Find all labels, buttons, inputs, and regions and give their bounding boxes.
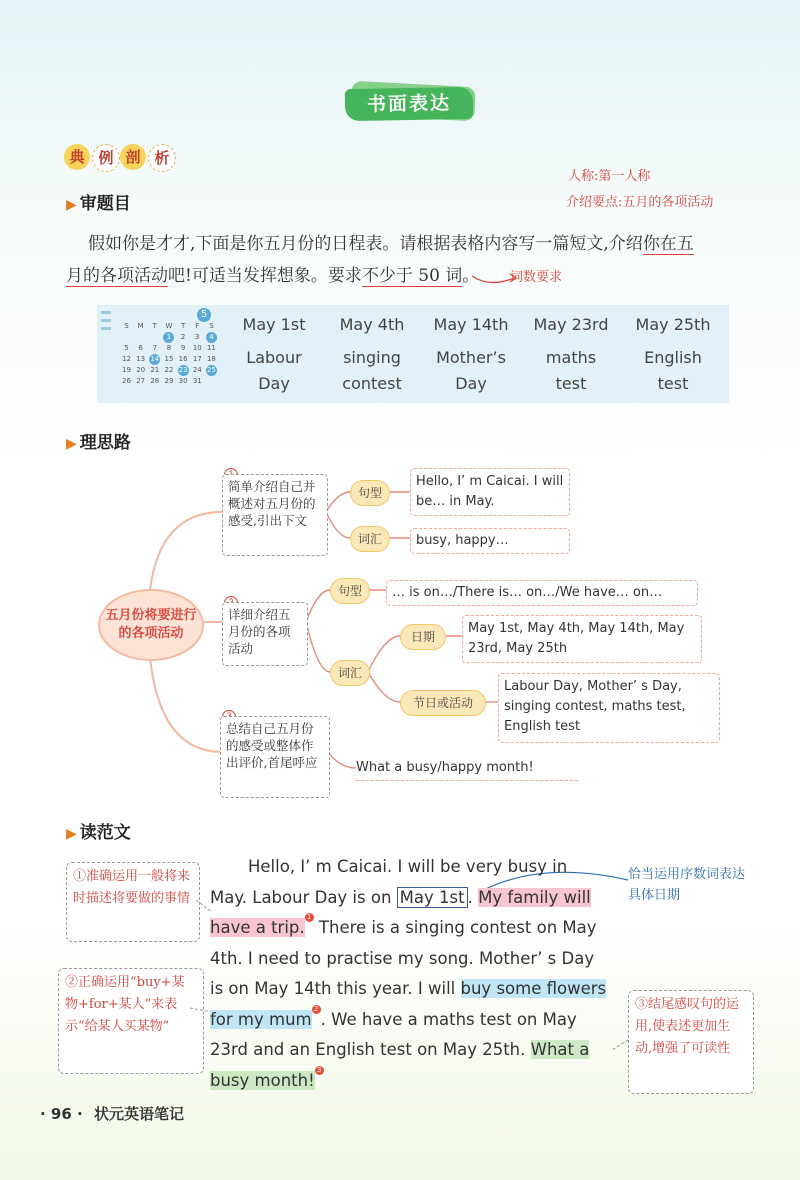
summary-sentence: What a busy/happy month! bbox=[356, 758, 578, 781]
day: 7 bbox=[152, 344, 158, 352]
reading-heading-text: 读范文 bbox=[79, 823, 131, 843]
day-highlighted: 4 bbox=[206, 332, 217, 343]
badge-char-4: 析 bbox=[148, 144, 176, 172]
prompt-text: 假如你是才才,下面是你五月份的日程表。请根据表格内容写一篇短文,介绍 bbox=[88, 234, 643, 254]
day: 27 bbox=[136, 377, 146, 385]
event-line: Labour bbox=[246, 348, 302, 367]
schedule-date: May 1st bbox=[242, 315, 306, 334]
essay-text: 4th. I need to practise my song. Mother’ s Day bbox=[210, 948, 595, 968]
sentence-pattern-1: Hello, I’ m Caicai. I will be… in May. bbox=[410, 468, 570, 516]
day: 18 bbox=[206, 355, 216, 363]
essay-line bbox=[210, 913, 612, 944]
event-line: contest bbox=[342, 374, 402, 393]
review-heading-text: 审题目 bbox=[79, 194, 131, 214]
day: 19 bbox=[122, 366, 131, 374]
event-line: maths bbox=[545, 348, 597, 367]
day: 10 bbox=[192, 344, 202, 352]
day: 8 bbox=[166, 344, 172, 352]
day-highlighted: 25 bbox=[206, 366, 216, 374]
badge-char-3: 剖 bbox=[120, 144, 146, 170]
day: 3 bbox=[195, 333, 200, 341]
day: 16 bbox=[178, 355, 188, 363]
highlight-buy-for: buy some flowers bbox=[460, 979, 607, 998]
essay-line bbox=[210, 974, 612, 1005]
model-essay bbox=[210, 852, 612, 1096]
highlight-exclamation: What a bbox=[530, 1040, 590, 1059]
essay-text: is on May 14th this year. I will bbox=[210, 979, 461, 998]
sentence-pattern-2: … is on…/There is… on…/We have… on… bbox=[386, 580, 698, 606]
day: 5 bbox=[124, 344, 129, 352]
prompt-period: 。 bbox=[462, 266, 480, 286]
marker-1: 1 bbox=[305, 913, 314, 922]
essay-line bbox=[210, 1066, 612, 1097]
day-highlighted: 23 bbox=[178, 366, 188, 374]
pill-date: 日期 bbox=[400, 624, 446, 650]
day: 15 bbox=[164, 355, 174, 363]
highlight-exclamation: busy month! bbox=[210, 1070, 315, 1090]
event-line: Day bbox=[258, 374, 290, 393]
day: 22 bbox=[164, 366, 174, 374]
note-person: 人称:第一人称 bbox=[568, 169, 651, 184]
marker-2: 2 bbox=[312, 1005, 321, 1014]
weekday: S bbox=[124, 322, 129, 330]
arrow-icon: ▶ bbox=[66, 436, 77, 452]
day-highlighted: 14 bbox=[150, 355, 160, 363]
prompt-key-phrase-2: 月的各项活动 bbox=[66, 266, 168, 286]
event-line: singing bbox=[343, 348, 401, 367]
essay-text: 23rd and an English test on May 25th. bbox=[210, 1040, 531, 1059]
highlight-future-tense: have a trip. bbox=[210, 918, 305, 937]
mindmap-center: 五月份将要进行的各项活动 bbox=[98, 589, 204, 661]
day: 20 bbox=[136, 366, 146, 374]
day: 13 bbox=[136, 355, 146, 363]
weekday: T bbox=[180, 322, 186, 330]
essay-line bbox=[210, 1005, 612, 1036]
essay-text: . bbox=[467, 887, 479, 907]
essay-line bbox=[210, 1035, 612, 1066]
day: 9 bbox=[180, 344, 186, 352]
note-2: ②正确运用“buy+某物+for+某人”来表示“给某人买某物” bbox=[58, 968, 204, 1074]
schedule-date: May 14th bbox=[433, 315, 509, 334]
day: 6 bbox=[138, 344, 143, 352]
essay-line bbox=[210, 883, 612, 914]
mindmap-box-3: 总结自己五月份的感受或整体作出评价,首尾呼应 bbox=[220, 716, 330, 798]
day: 24 bbox=[192, 366, 202, 374]
pill-festival: 节日或活动 bbox=[400, 690, 486, 716]
weekday: W bbox=[165, 322, 173, 330]
prompt-word-limit: 不少于 50 词 bbox=[361, 266, 463, 286]
essay-text: May. Labour Day is on bbox=[210, 887, 397, 907]
badge-char-1: 典 bbox=[64, 144, 90, 170]
vocab-1: busy, happy… bbox=[410, 528, 570, 554]
mindmap-box-1: 简单介绍自己并概述对五月份的感受,引出下文 bbox=[222, 474, 328, 556]
weekday: S bbox=[209, 322, 214, 330]
note-3: ③结尾感叹句的运用,使表述更加生动,增强了可读性 bbox=[628, 990, 754, 1094]
vocab-dates: May 1st, May 4th, May 14th, May 23rd, May 25th bbox=[462, 615, 702, 663]
marker-3: 3 bbox=[315, 1066, 324, 1075]
day-highlighted: 1 bbox=[163, 332, 174, 343]
pill-vocab: 词汇 bbox=[350, 526, 390, 552]
boxed-date: May 1st bbox=[397, 887, 468, 908]
event-line: test bbox=[657, 374, 689, 393]
page-title: 书面表达 bbox=[345, 87, 474, 121]
event-line: Day bbox=[455, 374, 487, 393]
essay-text: There is a singing contest on May bbox=[313, 918, 597, 937]
pill-sentence: 句型 bbox=[330, 578, 370, 604]
mindmap-box-2: 详细介绍五月份的各项活动 bbox=[222, 602, 308, 666]
schedule-date: May 4th bbox=[339, 315, 405, 334]
weekday: M bbox=[137, 322, 144, 330]
pill-vocab: 词汇 bbox=[330, 660, 370, 686]
month-badge: 5 bbox=[197, 308, 211, 322]
mindmap-heading-text: 理思路 bbox=[79, 433, 131, 453]
event-line: English bbox=[644, 348, 702, 367]
day: 31 bbox=[192, 377, 202, 385]
day: 21 bbox=[150, 366, 160, 374]
note-words: 词数要求 bbox=[510, 270, 563, 285]
arrow-icon: ▶ bbox=[66, 826, 77, 842]
essay-line bbox=[210, 944, 612, 975]
vocab-events: Labour Day, Mother’ s Day, singing contest, maths test, English test bbox=[498, 673, 720, 743]
day: 11 bbox=[206, 344, 216, 352]
page-number: · 96 · bbox=[40, 1105, 83, 1123]
schedule-date: May 23rd bbox=[533, 315, 609, 334]
weekday: T bbox=[152, 322, 157, 330]
note-ordinal: 恰当运用序数词表达具体日期 bbox=[628, 867, 746, 903]
prompt-key-phrase: 你在五 bbox=[642, 234, 694, 254]
highlight-buy-for: for my mum bbox=[210, 1009, 312, 1029]
badge-char-2: 例 bbox=[92, 144, 120, 172]
essay-text: Hello, I’ m Caicai. I will be very busy in bbox=[248, 857, 568, 876]
highlight-future-tense: My family will bbox=[478, 887, 591, 907]
event-line: test bbox=[555, 374, 587, 393]
day: 17 bbox=[192, 355, 202, 363]
day: 28 bbox=[150, 377, 160, 385]
page-footer bbox=[40, 1103, 184, 1124]
day: 29 bbox=[164, 377, 174, 385]
pill-sentence: 句型 bbox=[350, 480, 390, 506]
note-points: 介绍要点:五月的各项活动 bbox=[566, 195, 714, 210]
arrow-icon: ▶ bbox=[66, 197, 77, 213]
day: 26 bbox=[122, 377, 131, 385]
prompt-text-2: 吧!可适当发挥想象。要求 bbox=[168, 266, 362, 286]
weekday: F bbox=[195, 322, 200, 330]
note-1: ①准确运用一般将来时描述将要做的事情 bbox=[66, 862, 200, 942]
event-line: Mother’s bbox=[436, 348, 506, 367]
day: 2 bbox=[180, 333, 186, 341]
essay-line bbox=[210, 852, 612, 883]
day: 12 bbox=[122, 355, 131, 363]
essay-text: . We have a maths test on May bbox=[320, 1009, 577, 1029]
schedule-date: May 25th bbox=[635, 315, 711, 334]
day: 30 bbox=[178, 377, 188, 385]
book-title: 状元英语笔记 bbox=[93, 1105, 184, 1123]
